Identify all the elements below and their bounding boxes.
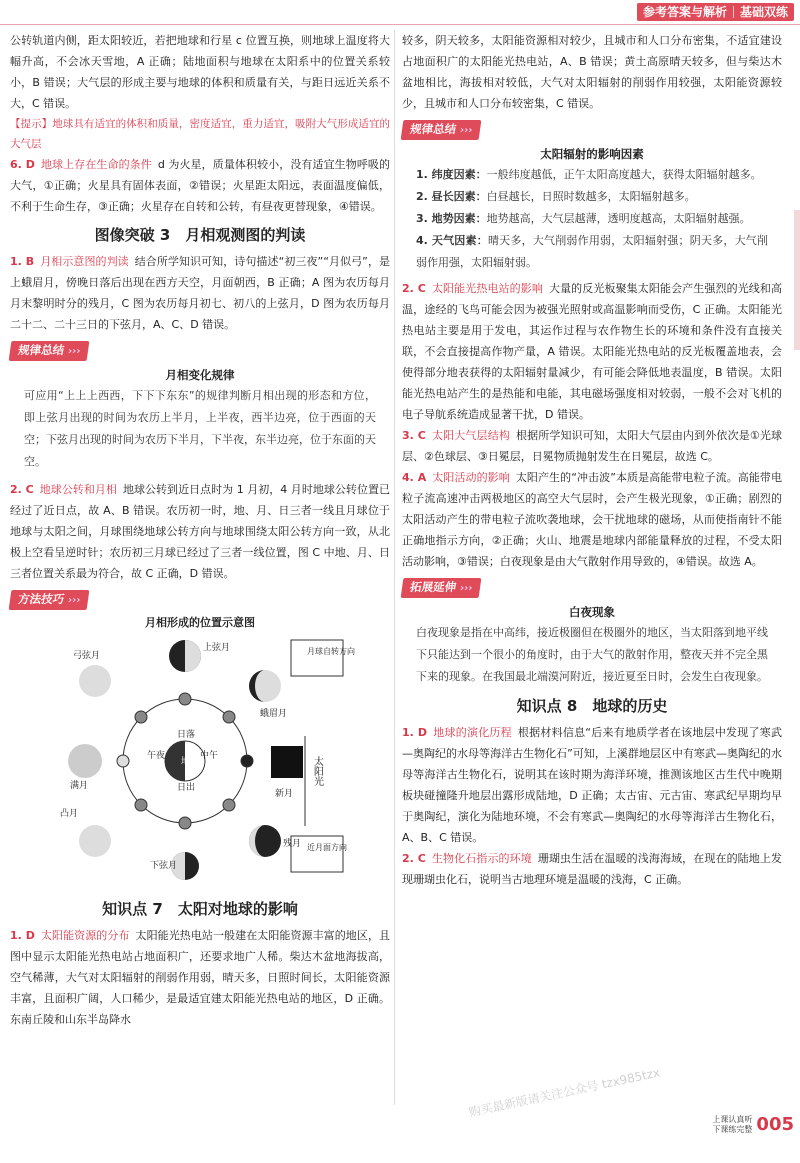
history-2-tag: 生物化石指示的环境: [431, 852, 532, 865]
label-old: 残月: [283, 839, 302, 849]
answer-2: [10, 479, 390, 584]
box-text-moon-phase: 可应用“上上上西西，下下下东东”的规律判断月相出现的形态和方位，即上弦月出现的时间为农历上半月，上半夜，西半边亮，位于西面的天空；下弦月出现的时间为农历下半月，下半夜，东半边亮，位于东面的天空。: [24, 389, 376, 468]
answer-1: [10, 251, 390, 335]
factor-1-label: 1. 纬度因素：: [416, 168, 487, 181]
right-answer-4-tag: 太阳活动的影响: [432, 471, 510, 484]
header-left: 参考答案与解析: [642, 5, 727, 19]
answer-2-label: 2. C: [10, 483, 34, 496]
orbit-moon-left: [117, 755, 129, 767]
orbit-moon-bottomright: [223, 799, 235, 811]
right-answer-4-label: 4. A: [402, 471, 427, 484]
right-answer-4: [402, 467, 782, 572]
label-crescent: 蛾眉月: [260, 709, 288, 719]
moon-phase-svg: [55, 636, 355, 876]
right-answer-3-text: 根据所学知识可知，太阳大气层由内到外依次是①光球层、②色球层、③日冕层，日冕物质抛射发生在日冕层，故选 C。: [402, 429, 782, 463]
left-column: [10, 30, 390, 1030]
right-answer-3: [402, 425, 782, 467]
page-number: 005: [756, 1114, 794, 1135]
right-answer-2-text: 大量的反光板聚集太阳能会产生强烈的光线和高温，途经的飞鸟可能会因为被强光照射或高温影响而受伤，C 正确。太阳能光热电站主要是用于发电，其运作过程与农作物生长的环境和条件没有直接关联，不会直接提高作物产量，A 错误。太阳能光热电站的反光板覆盖地表，会使得部分地表获得的太阳辐射量减少，有可能会降低地表温度，B 错误。太阳能光热电站产生的是热能和电能，其电磁场强度相对较弱，一般不会对飞机的电子导航系统造成显著干扰，D 错误。: [402, 282, 782, 421]
rule-summary-label: 规律总结: [17, 343, 66, 357]
box-title-solar-factors: 太阳辐射的影响因素: [540, 147, 644, 161]
box-title-white-night: 白夜现象: [569, 605, 615, 619]
factor-3-text: 地势越高，大气层越薄，透明度越高，太阳辐射越强。: [486, 212, 751, 225]
history-1-text: 根据材料信息“后来有地质学者在该地层中发现了寒武—奥陶纪的水母等海洋古生物化石”可知，上溪群地层区中有寒武—奥陶纪的水母等海洋古生物化石，说明其在该时期为海洋环境，推测该地区古生代中晚期板块碰撞隆升地层出露形成陆地，D 正确；太古宙、元古宙、寒武纪早期均早于奥陶纪，演化为陆地环境，不会有寒武—奥陶纪的水母等海洋古生物化石，A、B、C 错误。: [402, 726, 782, 844]
label-sunrise: 日出: [177, 783, 196, 793]
k7-1-label: 1. D: [10, 929, 35, 942]
answer-1-text: 结合所学知识可知，诗句描述“初三夜”“月似弓”，是上蛾眉月，傍晚日落后出现在西方天空，月面朝西，B 正确；A 图为农历每月月末黎明时分的残月，C 图为农历每月初七、初八的上弦月，D 图为农历每月二十二、二十三日的下弦月，A、C、D 错误。: [10, 255, 391, 331]
answer-2-text: 地球公转到近日点时为 1 月初，4 月时地球公转位置已经过了近日点，故 A、B 错误。农历初一时，地、月、日三者一线且月球位于地球与太阳之间，月球围绕地球公转方向与地球围绕太阳公转方向一致，从北极上空看呈逆时针；农历初三月球已经过了三者一线位置，图 C 中地、月、日三者位置关系最为符合，故 C 正确，D 错误。: [10, 483, 390, 580]
knowledge-7-answer-1: [10, 925, 390, 1030]
label-noon: 中午: [200, 751, 219, 761]
label-earth: 地: [181, 757, 191, 767]
right-column: [402, 30, 782, 890]
moon-new: [271, 746, 303, 778]
right-answer-4-text: 太阳产生的“冲击波”本质是高能带电粒子流。高能带电粒子流高速冲击两极地区的高空大气层时，会产生极光现象，①正确；剧烈的太阳活动产生的带电粒子流吹袭地球，会干扰地球的磁场，从而使指南针不能正确地指示方向，②正确；火山、地震是地球内部能量释放的过程，不受太阳活动影响，③错误；白夜现象是由大气散射作用导致的，④错误。故选 A。: [402, 471, 782, 568]
factor-3: [402, 208, 782, 230]
footer-logo: [712, 1114, 794, 1135]
label-first-quarter: 上弦月: [203, 643, 231, 653]
box-title-moon-phase: 月相变化规律: [165, 368, 235, 382]
factor-2-text: 白昼越长，日照时数越多，太阳辐射越多。: [486, 190, 696, 203]
factor-1-text: 一般纬度越低，正午太阳高度越大，获得太阳辐射越多。: [486, 168, 762, 181]
tip-note: 【提示】地球具有适宜的体积和质量，密度适宜，重力适宜，吸附大气形成适宜的大气层: [10, 118, 390, 150]
footer-logo-text: [712, 1115, 752, 1135]
right-intro-paragraph: 较多，阴天较多，太阳能资源相对较少，且城市和人口分布密集，不适宜建设占地面积广的太阳能光热电站，A、B 错误；黄土高原晴天较多，但与柴达木盆地相比，海拔相对较低，大气对太阳辐射的削弱作用较强，太阳能资源较少，且城市和人口分布较密集，C 错误。: [402, 34, 782, 110]
moon-waxing-gibbous: [79, 665, 111, 697]
moon-phase-diagram: [55, 636, 355, 891]
section-7-title: 知识点 7 太阳对地球的影响: [102, 900, 298, 918]
history-1-label: 1. D: [402, 726, 428, 739]
side-ribbon: [794, 210, 800, 350]
footer-logo-line2: 下课练完整: [712, 1124, 753, 1134]
history-2-text: 珊瑚虫生活在温暖的浅海海域，在现在的陆地上发现珊瑚虫化石，说明当古地理环境是温暖的浅海，C 正确。: [402, 852, 782, 886]
moon-full: [68, 744, 102, 778]
right-answer-3-tag: 太阳大气层结构: [431, 429, 510, 442]
answer-2-tag: 地球公转和月相: [39, 483, 117, 496]
factor-2: [402, 186, 782, 208]
label-waning-gibbous: 凸月: [60, 809, 79, 819]
right-rule-label: 规律总结: [409, 122, 458, 136]
factor-4-text: 晴天多，大气削弱作用弱，太阳辐射强；阴天多，大气削弱作用强，太阳辐射弱。: [416, 234, 768, 269]
right-answer-2-label: 2. C: [402, 282, 426, 295]
legend-1: 月球自转方向: [307, 647, 355, 656]
left-intro-paragraph: 公转轨道内侧，距太阳较近，若把地球和行星 c 位置互换，则地球上温度将大幅升高，不会冰天雪地，A 正确；陆地面积与地球在太阳系中的位置关系较小，B 错误；大气层的形成主要与地球的体积和质量有关，与距日远近关系不大，C 错误。: [10, 34, 390, 110]
moon-waning-gibbous: [79, 825, 111, 857]
right-rule-badge: [401, 120, 482, 140]
k7-1-text: 太阳能光热电站一般建在太阳能资源丰富的地区，且图中显示太阳能光热电站占地面积广，还要求地广人稀。柴达木盆地海拔高，空气稀薄，大气对太阳辐射的削弱作用弱，晴天多，日照时间长，太阳能资源丰富，且面积广阔，人口稀少，是最适宜建太阳能光热电站的地区，D 正确。东南丘陵和山东半岛降水: [10, 929, 391, 1026]
label-last-quarter: 下弦月: [150, 861, 178, 871]
label-sunset: 日落: [177, 730, 196, 740]
badge-arrows: ›››: [459, 583, 474, 594]
method-label: 方法技巧: [17, 592, 66, 606]
answer-6-tag: 地球上存在生命的条件: [40, 158, 152, 171]
factor-4: [402, 230, 782, 274]
orbit-moon-right: [241, 755, 253, 767]
answer-1-label: 1. B: [10, 255, 35, 268]
right-answer-3-label: 3. C: [402, 429, 426, 442]
header-separator: [733, 6, 734, 18]
method-badge: [9, 590, 90, 610]
header-pill: [637, 3, 794, 21]
footer-logo-line1: 上课认真听: [712, 1114, 753, 1124]
section-8-title: 知识点 8 地球的历史: [516, 697, 668, 715]
k7-1-tag: 太阳能资源的分布: [40, 929, 130, 942]
column-divider: [394, 30, 395, 1105]
orbit-moon-bottom: [179, 817, 191, 829]
history-2-label: 2. C: [402, 852, 426, 865]
history-1-tag: 地球的演化历程: [433, 726, 512, 739]
legend-2: 近月面方向: [307, 843, 347, 852]
orbit-moon-topleft: [135, 711, 147, 723]
box-text-white-night: 白夜现象是指在中高纬，接近极圈但在极圈外的地区，当太阳落到地平线下只能达到一个很小的角度时，由于大气的散射作用，整夜天并不完全黑下来的现象。在我国最北端漠河附近，接近夏至日时，会发生白夜现象。: [416, 626, 768, 683]
factor-2-label: 2. 昼长因素：: [416, 190, 487, 203]
orbit-moon-bottomleft: [135, 799, 147, 811]
extension-label: 拓展延伸: [409, 580, 458, 594]
orbit-moon-topright: [223, 711, 235, 723]
badge-arrows: ›››: [67, 595, 82, 606]
answer-6-text: d 为火星，质量体积较小，没有适宜生物呼吸的大气，①正确；火星具有固体表面，②错误；火星距太阳远，表面温度偏低，不利于生命生存，③正确；火星存在自转和公转，有昼夜更替现象，④错误。: [10, 158, 391, 213]
figure-title: 月相形成的位置示意图: [145, 616, 255, 629]
legend-box-1: [291, 640, 343, 676]
label-sunlight: 太阳光: [311, 756, 323, 786]
history-answer-1: [402, 722, 782, 848]
answer-6-label: 6. D: [10, 158, 35, 171]
answer-6: [10, 154, 390, 217]
watermark: 购买最新版请关注公众号 tzx985tzx: [467, 1065, 662, 1120]
orbit-moon-top: [179, 693, 191, 705]
factor-1: [402, 164, 782, 186]
right-answer-2: [402, 278, 782, 425]
header-band: [540, 0, 800, 22]
label-new: 新月: [275, 789, 294, 799]
history-answer-2: [402, 848, 782, 890]
factor-4-label: 4. 天气因素：: [416, 234, 488, 247]
badge-arrows: ›››: [459, 125, 474, 136]
top-rule: [0, 24, 800, 25]
right-answer-2-tag: 太阳能光热电站的影响: [431, 282, 543, 295]
answer-1-tag: 月相示意图的判读: [40, 255, 129, 268]
factor-3-label: 3. 地势因素：: [416, 212, 487, 225]
badge-arrows: ›››: [67, 346, 82, 357]
label-midnight: 午夜: [147, 751, 166, 761]
header-right: 基础双练: [739, 5, 788, 19]
section-3-title: 图像突破 3 月相观测图的判读: [94, 226, 306, 244]
rule-summary-badge: [9, 341, 90, 361]
label-waxing-gibbous: 弓弦月: [73, 651, 101, 661]
extension-badge: [401, 578, 482, 598]
label-full: 满月: [70, 781, 89, 791]
